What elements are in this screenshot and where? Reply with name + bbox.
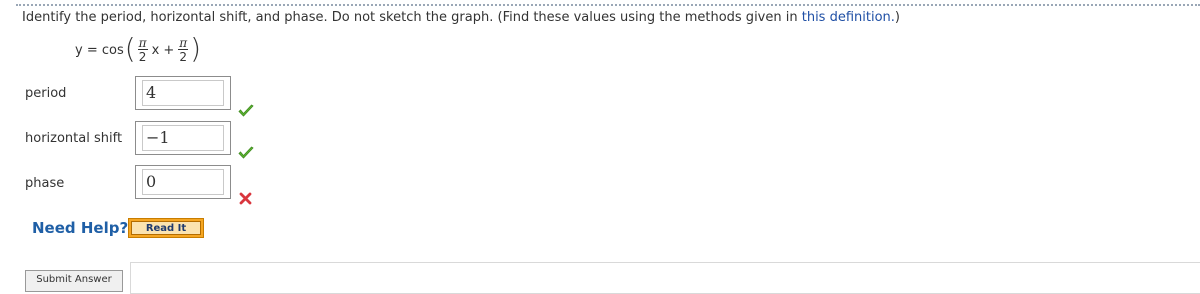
read-it-label[interactable]: Read It [131,221,201,235]
question-prompt [22,10,900,25]
correct-check-icon [238,146,254,160]
equation-variable: x + [151,42,175,58]
phase-label: phase [25,176,65,191]
definition-link[interactable]: this definition. [801,10,895,25]
period-answer-value[interactable]: 4 [142,80,224,106]
fraction-1-numerator: π [138,36,147,50]
phase-answer-value[interactable]: 0 [142,169,224,195]
open-paren: ( [124,32,136,65]
incorrect-x-icon [239,192,252,205]
read-it-button[interactable] [128,218,204,238]
question-text: Identify the period, horizontal shift, and phase. Do not sketch the graph. (Find these values using the methods given in [22,10,802,25]
horizontal-shift-answer-box[interactable] [135,121,231,155]
fraction-2 [178,37,188,63]
bottom-panel [130,262,1200,294]
submit-answer-button[interactable]: Submit Answer [25,270,123,292]
need-help-label: Need Help? [32,219,129,237]
equation [75,32,202,65]
fraction-2-numerator: π [179,36,188,50]
horizontal-shift-label: horizontal shift [25,131,123,146]
question-close-paren: ) [894,10,900,25]
period-answer-box[interactable] [135,76,231,110]
fraction-2-denominator: 2 [179,50,188,64]
horizontal-shift-answer-value[interactable]: −1 [142,125,224,151]
phase-answer-box[interactable] [135,165,231,199]
question-top-border [16,4,1200,6]
fraction-1 [138,37,148,63]
period-label: period [25,86,67,101]
fraction-1-denominator: 2 [138,50,147,64]
equation-lhs: y = cos [75,42,124,58]
close-paren: ) [190,32,202,65]
correct-check-icon [238,104,254,118]
